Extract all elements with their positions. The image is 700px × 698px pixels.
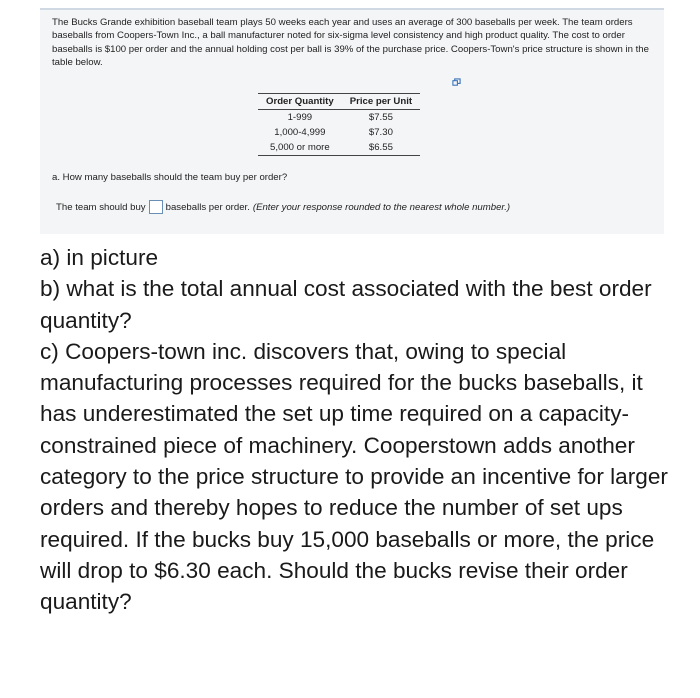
table-header-row: [258, 94, 420, 110]
answer-suffix: baseballs per order.: [165, 201, 250, 213]
followup-c: c) Coopers-town inc. discovers that, owing to special manufacturing processes required for the bucks baseballs, it has underestimated the set up time required on a capacity- constrained piece of machinery. Cooperstown adds another category to the price structure to provide an incentive for larger orders and thereby hopes to reduce the number of set ups required. If the bucks buy 15,000 baseballs or more, the price will drop to $6.30 each. Should the bucks revise their order quantity?: [40, 338, 668, 615]
table-cell-price: $6.55: [342, 140, 420, 156]
answer-line: [56, 200, 510, 214]
table-cell-quantity: 1,000-4,999: [274, 127, 326, 138]
answer-input[interactable]: [149, 200, 163, 214]
followup-a: a) in picture: [40, 245, 159, 270]
table-cell-quantity: 5,000 or more: [258, 140, 342, 156]
table-row: [258, 125, 420, 140]
price-table: [258, 93, 420, 156]
table-row: [258, 140, 420, 156]
answer-hint: (Enter your response rounded to the nearest whole number.): [252, 201, 511, 213]
table-row: [258, 110, 420, 126]
table-cell-price: $7.55: [368, 112, 393, 123]
table-cell-price: $7.30: [368, 127, 393, 138]
table-header-price: Price per Unit: [342, 94, 420, 110]
question-a: a. How many baseballs should the team buy per order?: [52, 172, 288, 183]
problem-intro: The Bucks Grande exhibition baseball team plays 50 weeks each year and uses an average of 300 baseballs per week. The team orders baseballs from Coopers-Town Inc., a ball manufacturer noted for six-sigma level consistency and high product quality. The cost to order baseballs is $100 per order and the annual holding cost per ball is 39% of the purchase price. Coopers-Town's price structure is shown in the table below.: [52, 17, 649, 68]
followup-b: b) what is the total annual cost associated with the best order quantity?: [40, 276, 652, 333]
table-cell-quantity: 1-999: [287, 112, 313, 123]
table-header-quantity: Order Quantity: [258, 94, 342, 110]
problem-screenshot: [40, 8, 664, 234]
answer-prefix: The team should buy: [56, 201, 146, 213]
followup-questions: [40, 242, 680, 618]
copy-icon[interactable]: [452, 78, 461, 87]
